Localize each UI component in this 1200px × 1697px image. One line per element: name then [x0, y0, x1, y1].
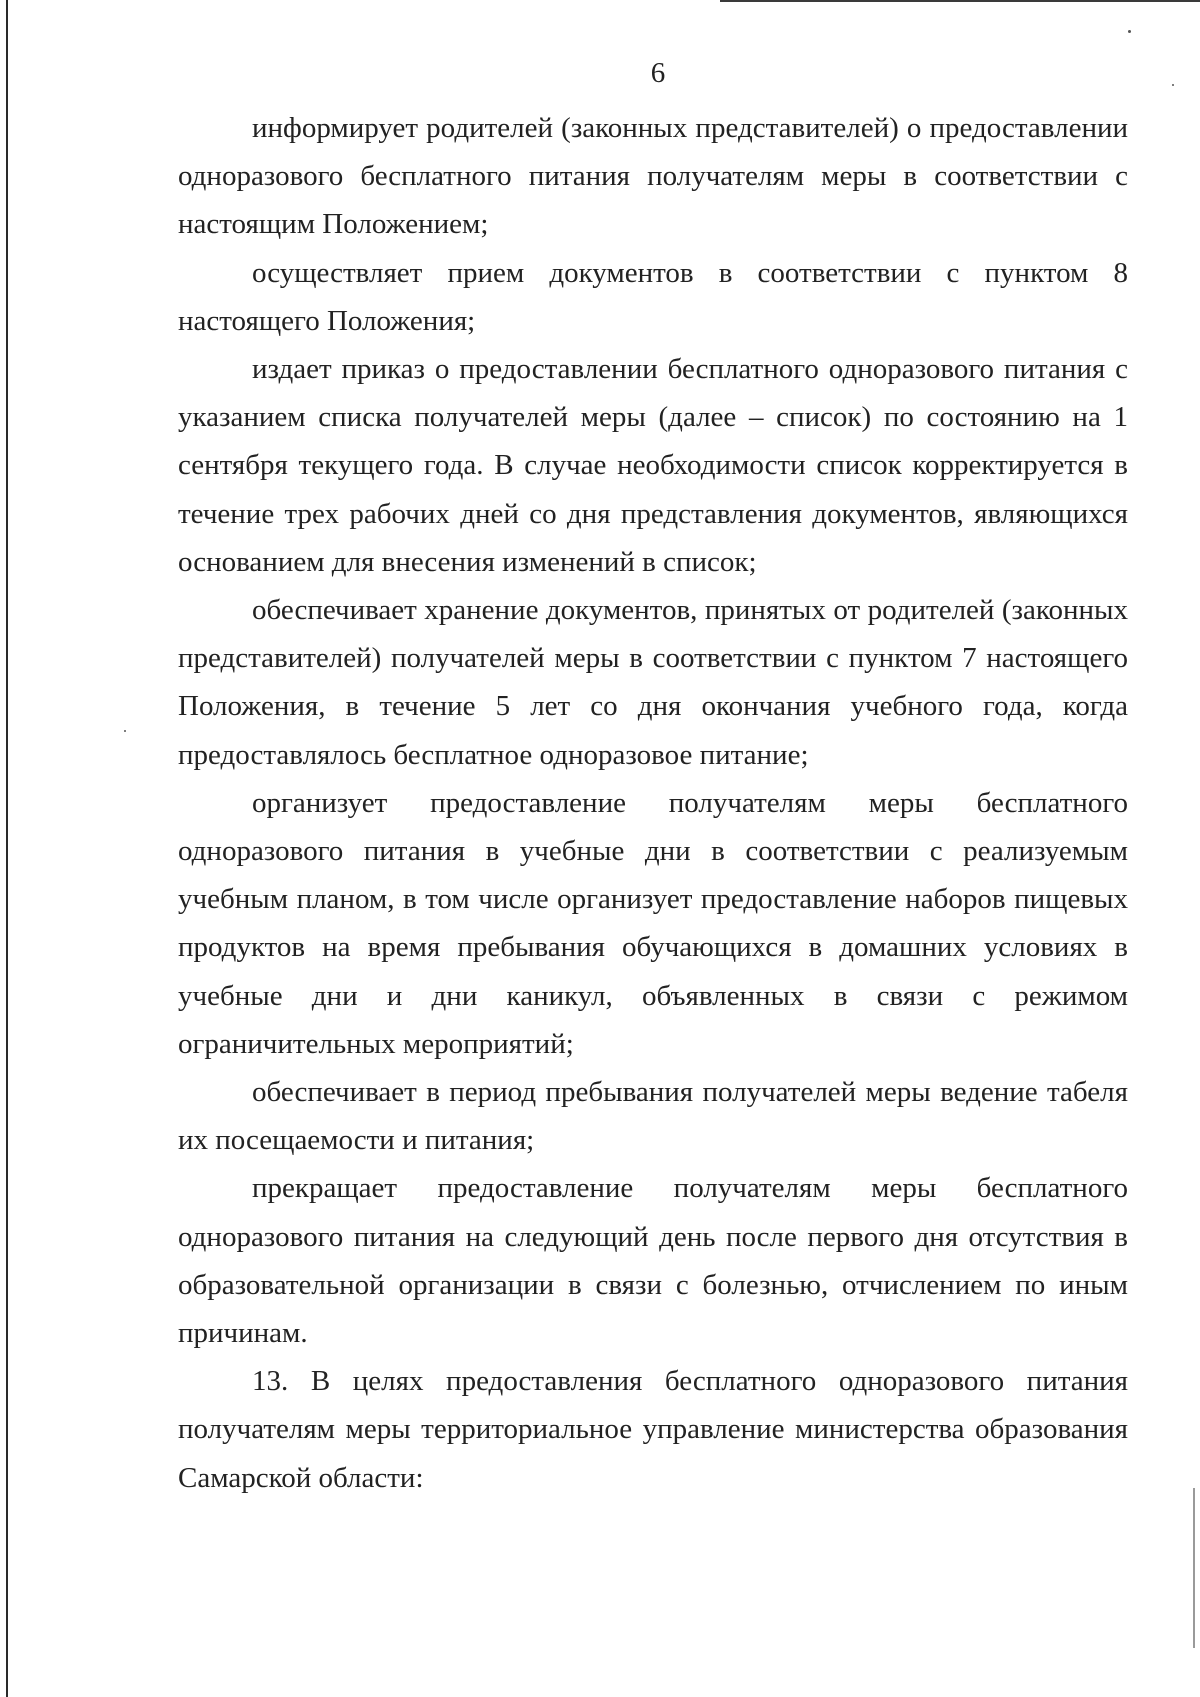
page-number: 6 — [650, 57, 666, 89]
paragraph: информирует родителей (законных представителей) о предоставлении одноразового бесплатного питания получателям меры в соответствии с настоящим Положением; — [178, 112, 1128, 241]
scan-speck — [1128, 30, 1131, 33]
scan-right-border — [1193, 1488, 1195, 1648]
paragraph: издает приказ о предоставлении бесплатного одноразового питания с указанием списка получателей меры (далее – список) по состоянию на 1 сентября текущего года. В случае необходимости список корректируется в течение трех рабочих дней со дня представления документов, являющихся основанием для внесения изменений в список; — [178, 353, 1128, 578]
scan-left-border — [6, 0, 8, 1697]
scan-speck — [124, 730, 126, 732]
paragraph: организует предоставление получателям меры бесплатного одноразового питания в учебные дни в соответствии с реализуемым учебным планом, в том числе организует предоставление наборов пищевых продуктов на время пребывания обучающихся в домашних условиях в учебные дни и дни каникул, объявленных в связи с режимом ограничительных мероприятий; — [178, 786, 1128, 1060]
scan-top-border — [720, 0, 1200, 2]
paragraph: прекращает предоставление получателям меры бесплатного одноразового питания на следующий день после первого дня отсутствия в образовательной организации в связи с болезнью, отчислением по иным причинам. — [178, 1172, 1128, 1350]
paragraph: осуществляет прием документов в соответствии с пунктом 8 настоящего Положения; — [178, 256, 1128, 337]
paragraph: 13. В целях предоставления бесплатного одноразового питания получателям меры территориальное управление министерства образования Самарской области: — [178, 1365, 1128, 1494]
paragraph: обеспечивает в период пребывания получателей меры ведение табеля их посещаемости и питания; — [178, 1076, 1128, 1157]
paragraph: обеспечивает хранение документов, принятых от родителей (законных представителей) получателей меры в соответствии с пунктом 7 настоящего Положения, в течение 5 лет со дня окончания учебного года, когда предоставлялось бесплатное одноразовое питание; — [178, 594, 1128, 771]
document-body — [178, 104, 1128, 1502]
